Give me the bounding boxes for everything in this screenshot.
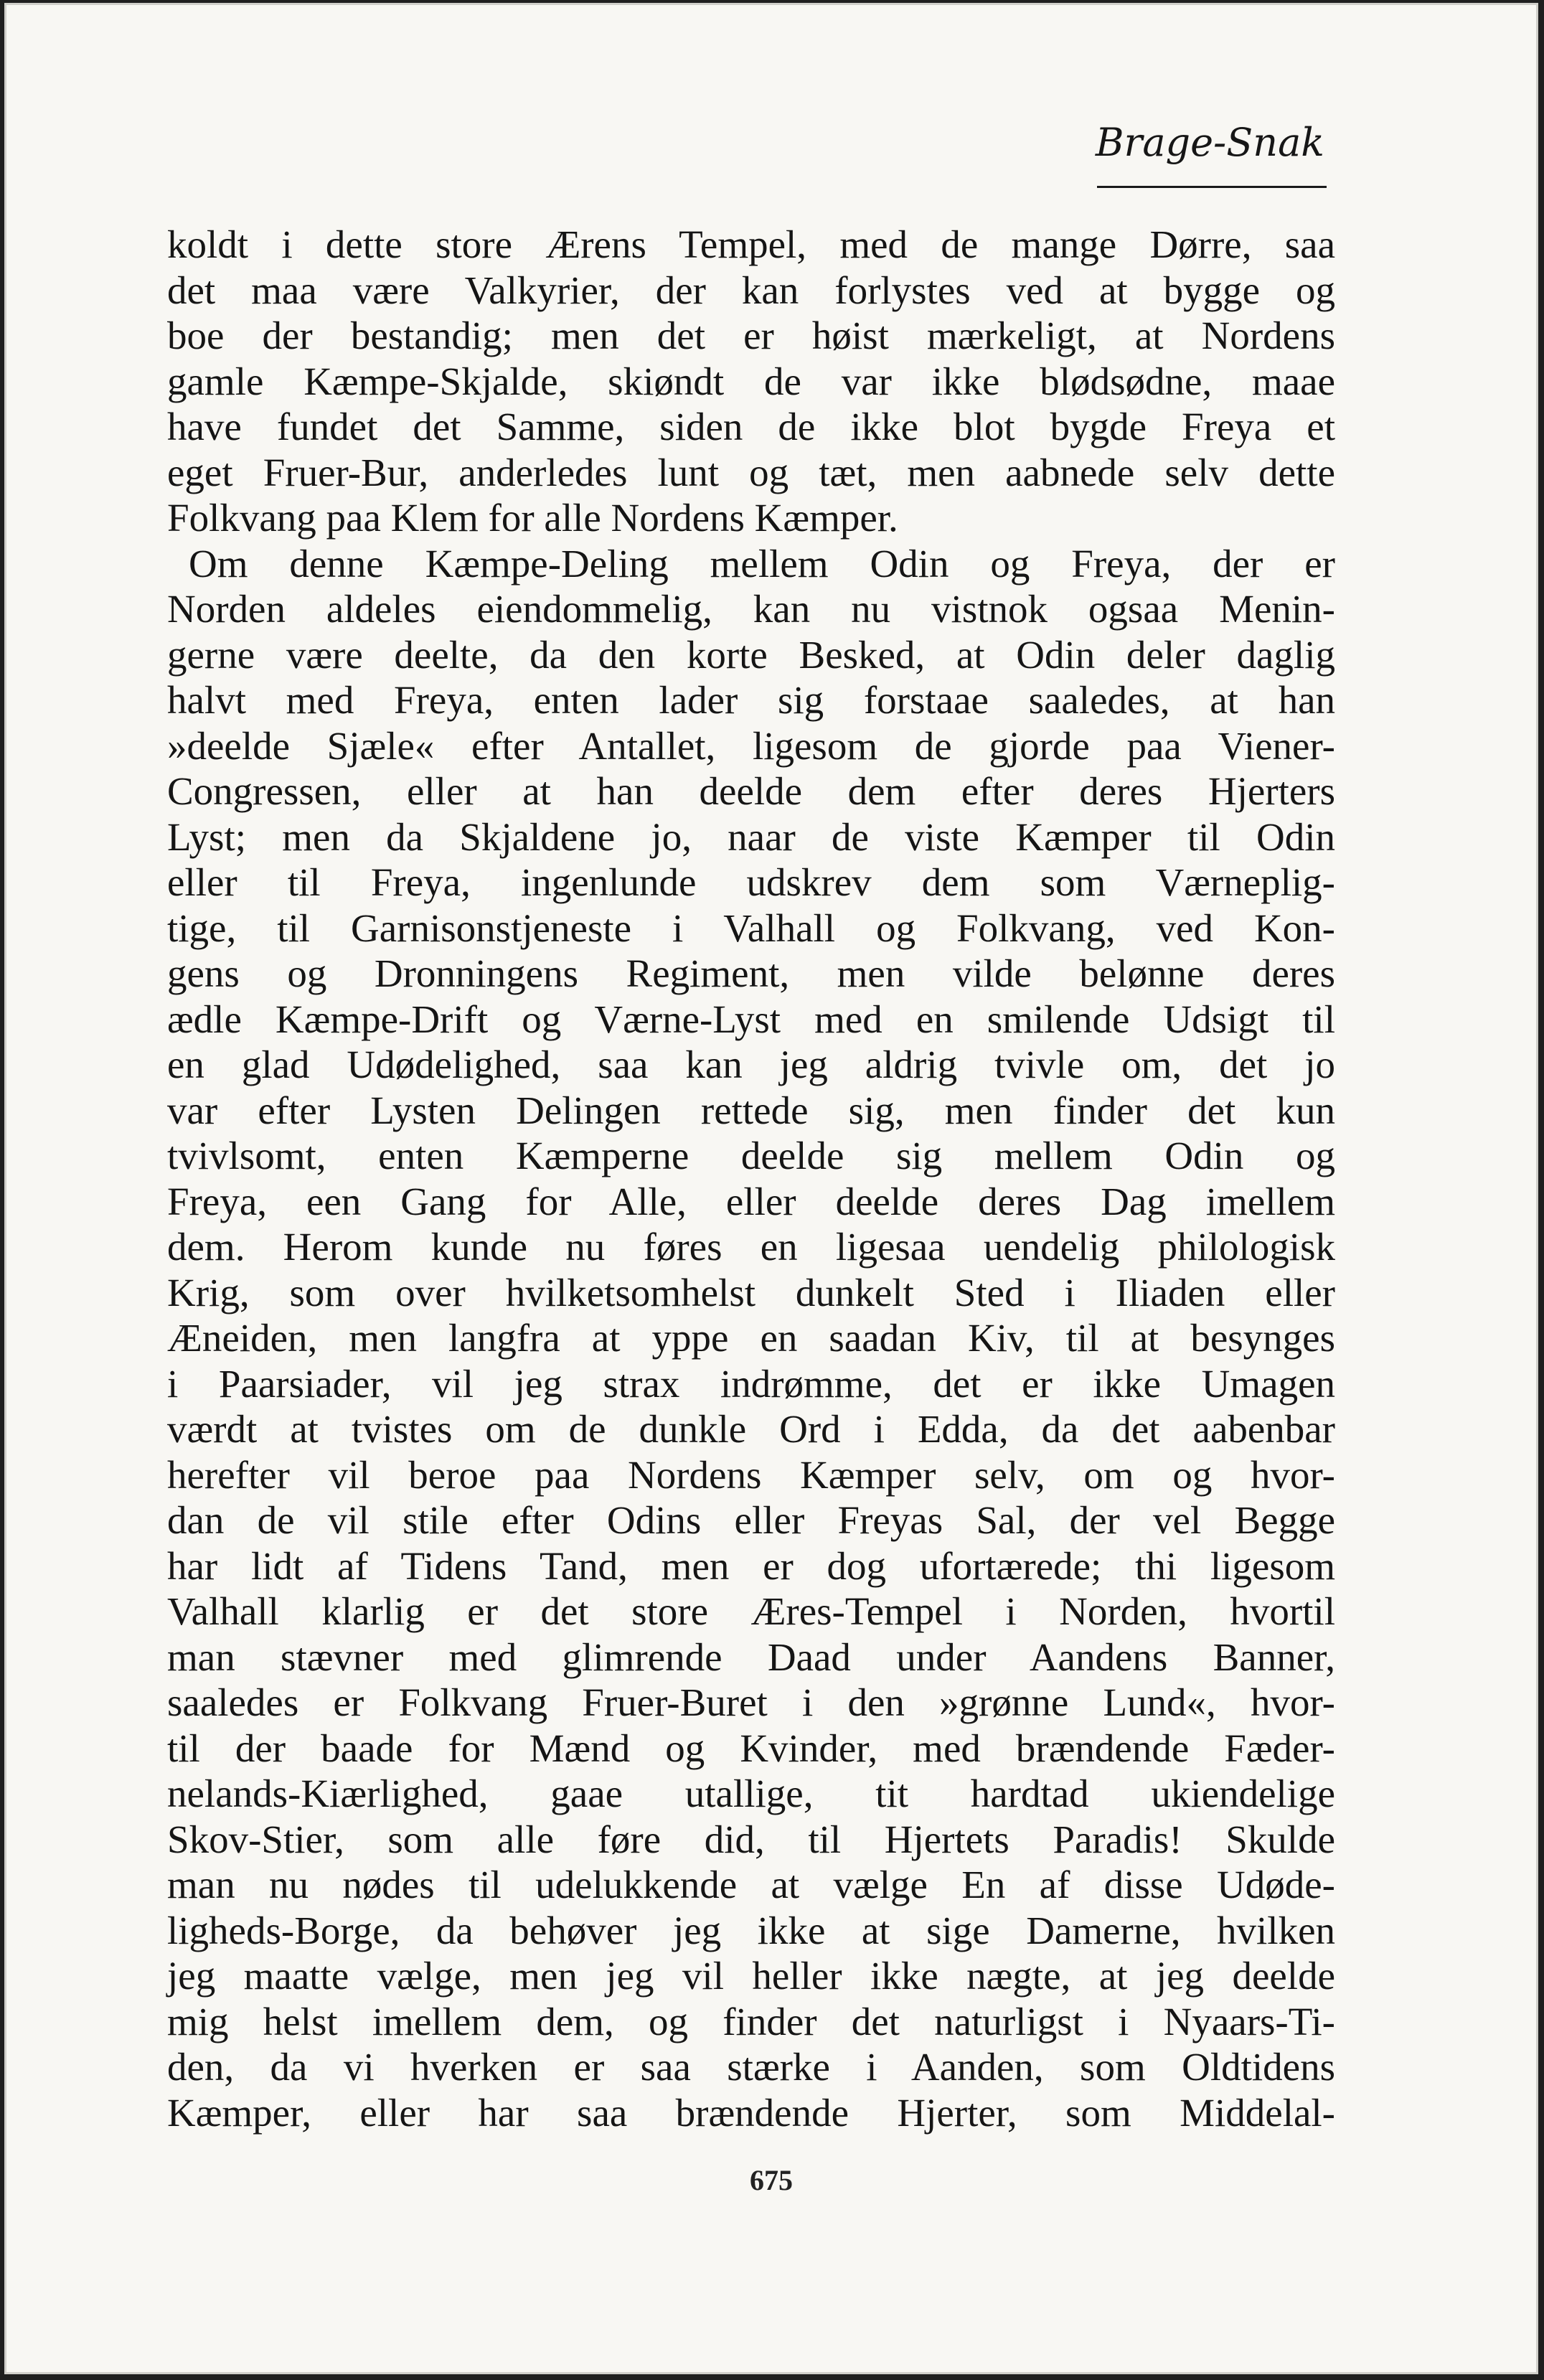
body-text bbox=[167, 222, 1335, 2135]
running-head: Brage-Snak bbox=[1095, 120, 1324, 165]
text-line: Valhall klarlig er det store Æres-Tempel i Norden, hvortil bbox=[167, 1589, 1335, 1633]
text-line: tige, til Garnisonstjeneste i Valhall og Folkvang, ved Kon- bbox=[167, 906, 1335, 950]
text-line: Krig, som over hvilketsomhelst dunkelt Sted i Iliaden eller bbox=[167, 1270, 1335, 1314]
text-line: har lidt af Tidens Tand, men er dog ufortærede; thi ligesom bbox=[167, 1543, 1335, 1588]
text-line: Congressen, eller at han deelde dem efter deres Hjerters bbox=[167, 769, 1335, 813]
text-line: boe der bestandig; men det er høist mærkeligt, at Nordens bbox=[167, 314, 1335, 357]
text-line: ligheds-Borge, da behøver jeg ikke at sige Damerne, hvilken bbox=[167, 1908, 1335, 1952]
text-line: Skov-Stier, som alle føre did, til Hjertets Paradis! Skulde bbox=[167, 1817, 1335, 1861]
text-line: Freya, een Gang for Alle, eller deelde deres Dag imellem bbox=[167, 1179, 1335, 1223]
text-line: herefter vil beroe paa Nordens Kæmper selv, om og hvor- bbox=[167, 1452, 1335, 1497]
text-line: i Paarsiader, vil jeg strax indrømme, det er ikke Umagen bbox=[167, 1361, 1335, 1406]
text-line: have fundet det Samme, siden de ikke blot bygde Freya et bbox=[167, 405, 1335, 448]
text-line: man nu nødes til udelukkende at vælge En af disse Udøde- bbox=[167, 1863, 1335, 1906]
text-line: Kæmper, eller har saa brændende Hjerter, som Middelal- bbox=[167, 2090, 1335, 2135]
text-line: dan de vil stile efter Odins eller Freyas Sal, der vel Begge bbox=[167, 1498, 1335, 1542]
text-line: halvt med Freya, enten lader sig forstaae saaledes, at han bbox=[167, 678, 1335, 722]
text-line: koldt i dette store Ærens Tempel, med de mange Dørre, saa bbox=[167, 222, 1335, 266]
text-line: den, da vi hverken er saa stærke i Aanden, som Oldtidens bbox=[167, 2045, 1335, 2089]
text-line: eller til Freya, ingenlunde udskrev dem som Værneplig- bbox=[167, 860, 1335, 904]
book-page bbox=[4, 3, 1538, 2374]
text-line: saaledes er Folkvang Fruer-Buret i den »grønne Lund«, hvor- bbox=[167, 1680, 1335, 1724]
text-line: Lyst; men da Skjaldene jo, naar de viste Kæmper til Odin bbox=[167, 814, 1335, 859]
text-line: eget Fruer-Bur, anderledes lunt og tæt, men aabnede selv dette bbox=[167, 450, 1335, 494]
text-line: ædle Kæmpe-Drift og Værne-Lyst med en smilende Udsigt til bbox=[167, 997, 1335, 1041]
text-line: var efter Lysten Delingen rettede sig, men finder det kun bbox=[167, 1088, 1335, 1132]
text-line: Æneiden, men langfra at yppe en saadan Kiv, til at besynges bbox=[167, 1316, 1335, 1360]
text-line: »deelde Sjæle« efter Antallet, ligesom de gjorde paa Viener- bbox=[167, 723, 1335, 768]
text-line: jeg maatte vælge, men jeg vil heller ikke nægte, at jeg deelde bbox=[167, 1954, 1335, 1998]
text-line: Om denne Kæmpe-Deling mellem Odin og Freya, der er bbox=[189, 541, 1335, 585]
text-line: gens og Dronningens Regiment, men vilde belønne deres bbox=[167, 951, 1335, 995]
text-line: gerne være deelte, da den korte Besked, at Odin deler daglig bbox=[167, 632, 1335, 677]
text-line: det maa være Valkyrier, der kan forlystes ved at bygge og bbox=[167, 268, 1335, 312]
text-line: gamle Kæmpe-Skjalde, skiøndt de var ikke blødsødne, maae bbox=[167, 359, 1335, 403]
text-line: værdt at tvistes om de dunkle Ord i Edda, da det aabenbar bbox=[167, 1407, 1335, 1451]
text-line: dem. Herom kunde nu føres en ligesaa uendelig philologisk bbox=[167, 1225, 1335, 1269]
text-line: mig helst imellem dem, og finder det naturligst i Nyaars-Ti- bbox=[167, 1999, 1335, 2043]
text-line: Norden aldeles eiendommelig, kan nu vistnok ogsaa Menin- bbox=[167, 587, 1335, 631]
text-line: Folkvang paa Klem for alle Nordens Kæmper. bbox=[167, 496, 898, 540]
text-line: man stævner med glimrende Daad under Aandens Banner, bbox=[167, 1635, 1335, 1679]
text-line: nelands-Kiærlighed, gaae utallige, tit hardtad ukiendelige bbox=[167, 1772, 1335, 1815]
text-line: en glad Udødelighed, saa kan jeg aldrig tvivle om, det jo bbox=[167, 1043, 1335, 1086]
page-number: 675 bbox=[750, 2164, 793, 2196]
running-head-rule bbox=[1097, 186, 1327, 188]
text-line: til der baade for Mænd og Kvinder, med brændende Fæder- bbox=[167, 1726, 1335, 1770]
text-line: tvivlsomt, enten Kæmperne deelde sig mellem Odin og bbox=[167, 1134, 1335, 1177]
